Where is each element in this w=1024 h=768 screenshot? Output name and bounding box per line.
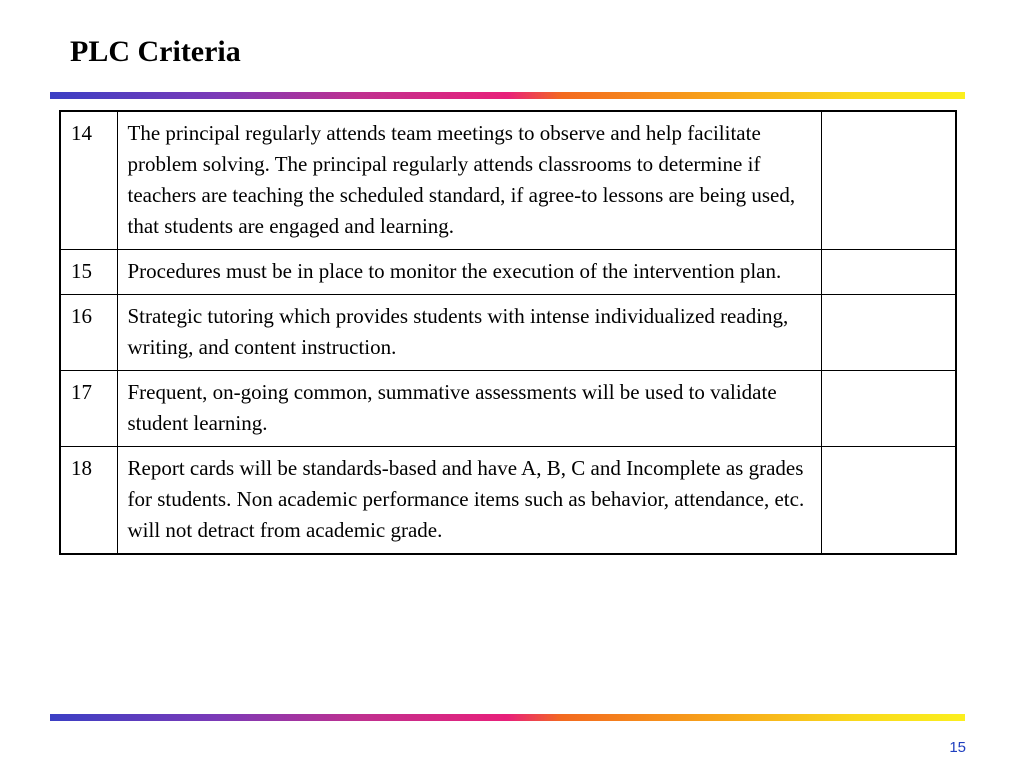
slide-title: PLC Criteria — [70, 35, 241, 68]
table-row — [60, 295, 956, 371]
top-accent-rule — [50, 92, 965, 99]
criterion-check-cell[interactable] — [821, 250, 956, 295]
criterion-check-cell[interactable] — [821, 447, 956, 555]
table-row — [60, 447, 956, 555]
page-number: 15 — [949, 739, 966, 756]
criterion-text: Strategic tutoring which provides students with intense individualized reading, writing, and content instruction. — [117, 295, 821, 371]
criterion-number: 15 — [60, 250, 117, 295]
criterion-text: The principal regularly attends team meetings to observe and help facilitate problem solving. The principal regularly attends classrooms to determine if teachers are teaching the scheduled standard, if agree-to lessons are being used, that students are engaged and learning. — [117, 111, 821, 250]
bottom-accent-rule — [50, 714, 965, 721]
criterion-check-cell[interactable] — [821, 111, 956, 250]
criterion-number: 16 — [60, 295, 117, 371]
criterion-text: Frequent, on-going common, summative assessments will be used to validate student learning. — [117, 371, 821, 447]
table-row — [60, 371, 956, 447]
criterion-number: 14 — [60, 111, 117, 250]
criterion-check-cell[interactable] — [821, 295, 956, 371]
criterion-check-cell[interactable] — [821, 371, 956, 447]
criterion-number: 17 — [60, 371, 117, 447]
table-row — [60, 111, 956, 250]
criteria-table — [59, 110, 957, 555]
criterion-text: Procedures must be in place to monitor the execution of the intervention plan. — [117, 250, 821, 295]
criterion-text: Report cards will be standards-based and have A, B, C and Incomplete as grades for students. Non academic performance items such as behavior, attendance, etc. will not detract from academic grade. — [117, 447, 821, 555]
criterion-number: 18 — [60, 447, 117, 555]
table-row — [60, 250, 956, 295]
